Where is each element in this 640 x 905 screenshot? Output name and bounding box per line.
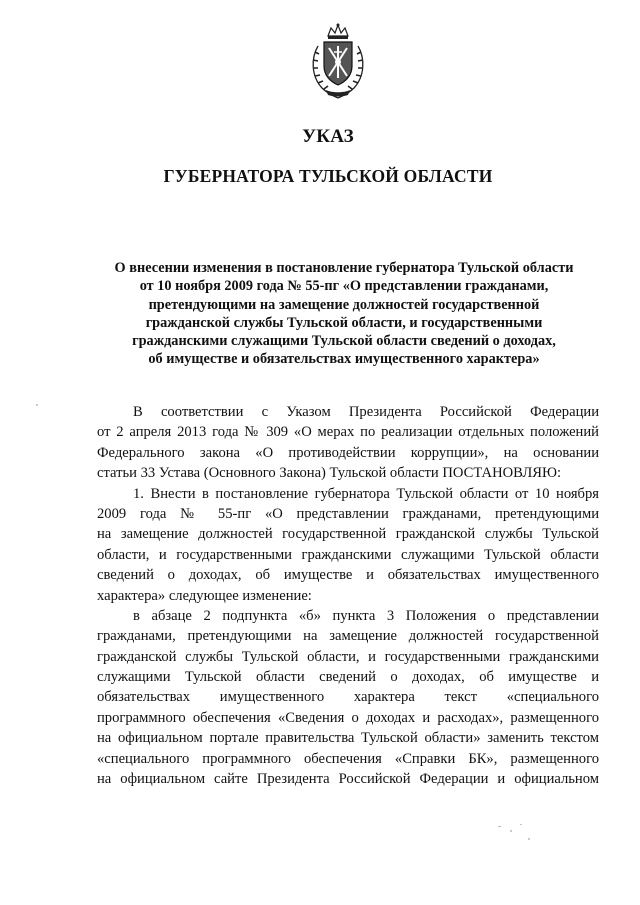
subject-line: гражданской службы Тульской области, и государственными bbox=[145, 314, 543, 331]
subject-line: О внесении изменения в постановление губернатора Тульской области bbox=[114, 260, 574, 276]
subject-line: об имуществе и обязательствах имущественного характера» bbox=[148, 351, 540, 368]
body-line: статьи 33 Устава (Основного Закона) Тульской области ПОСТАНОВЛЯЮ: bbox=[97, 465, 562, 482]
body-line: Федерального закона «О противодействии коррупции», на основании bbox=[97, 444, 599, 461]
scan-speck bbox=[510, 830, 512, 832]
scan-speck bbox=[528, 838, 530, 840]
body-line: на официальном сайте Президента Российской Федерации и официальном bbox=[97, 771, 599, 788]
body-line: служащими Тульской области сведений о доходах, об имуществе и bbox=[97, 669, 599, 686]
body-line: сведений о доходах, об имуществе и обязательствах имущественного bbox=[97, 567, 599, 584]
scan-speck bbox=[498, 826, 501, 827]
body-line: гражданами, претендующими на замещение должностей государственной bbox=[97, 628, 599, 645]
scan-speck bbox=[520, 824, 522, 825]
body-line: гражданской службы Тульской области, и государственными гражданскими bbox=[97, 648, 599, 665]
body-line: В соответствии с Указом Президента Российской Федерации bbox=[133, 404, 599, 420]
body-line: характера» следующее изменение: bbox=[97, 587, 312, 604]
body-line: программного обеспечения «Сведения о доходах и расходах», размещенного bbox=[97, 709, 599, 726]
document-title: УКАЗ bbox=[302, 126, 354, 147]
subject-line: претендующими на замещение должностей государственной bbox=[148, 296, 540, 313]
body-line: обязательствах имущественного характера текст «специального bbox=[97, 689, 599, 706]
tula-coat-of-arms-icon bbox=[308, 22, 368, 100]
body-line: на замещение должностей государственной гражданской службы Тульской bbox=[97, 526, 599, 543]
document-body bbox=[97, 402, 599, 789]
scan-speck bbox=[36, 404, 38, 406]
subject-line: от 10 ноября 2009 года № 55-пг «О представлении гражданами, bbox=[139, 278, 549, 295]
document-subject bbox=[88, 259, 600, 369]
body-line: 1. Внести в постановление губернатора Тульской области от 10 ноября bbox=[133, 485, 599, 502]
document-subtitle: ГУБЕРНАТОРА ТУЛЬСКОЙ ОБЛАСТИ bbox=[163, 166, 493, 186]
subject-line: гражданскими служащими Тульской области сведений о доходах, bbox=[132, 333, 556, 350]
body-line: «специального программного обеспечения «Справки БК», размещенного bbox=[97, 750, 599, 767]
body-line: от 2 апреля 2013 года № 309 «О мерах по реализации отдельных положений bbox=[97, 424, 599, 441]
body-line: области, и государственными гражданскими служащими Тульской области bbox=[97, 546, 599, 563]
body-line: на официальном портале правительства Тульской области» заменить текстом bbox=[97, 730, 599, 747]
body-line: 2009 года № 55-пг «О представлении гражданами, претендующими bbox=[97, 505, 599, 522]
body-line: в абзаце 2 подпункта «б» пункта 3 Положения о представлении bbox=[133, 607, 599, 624]
